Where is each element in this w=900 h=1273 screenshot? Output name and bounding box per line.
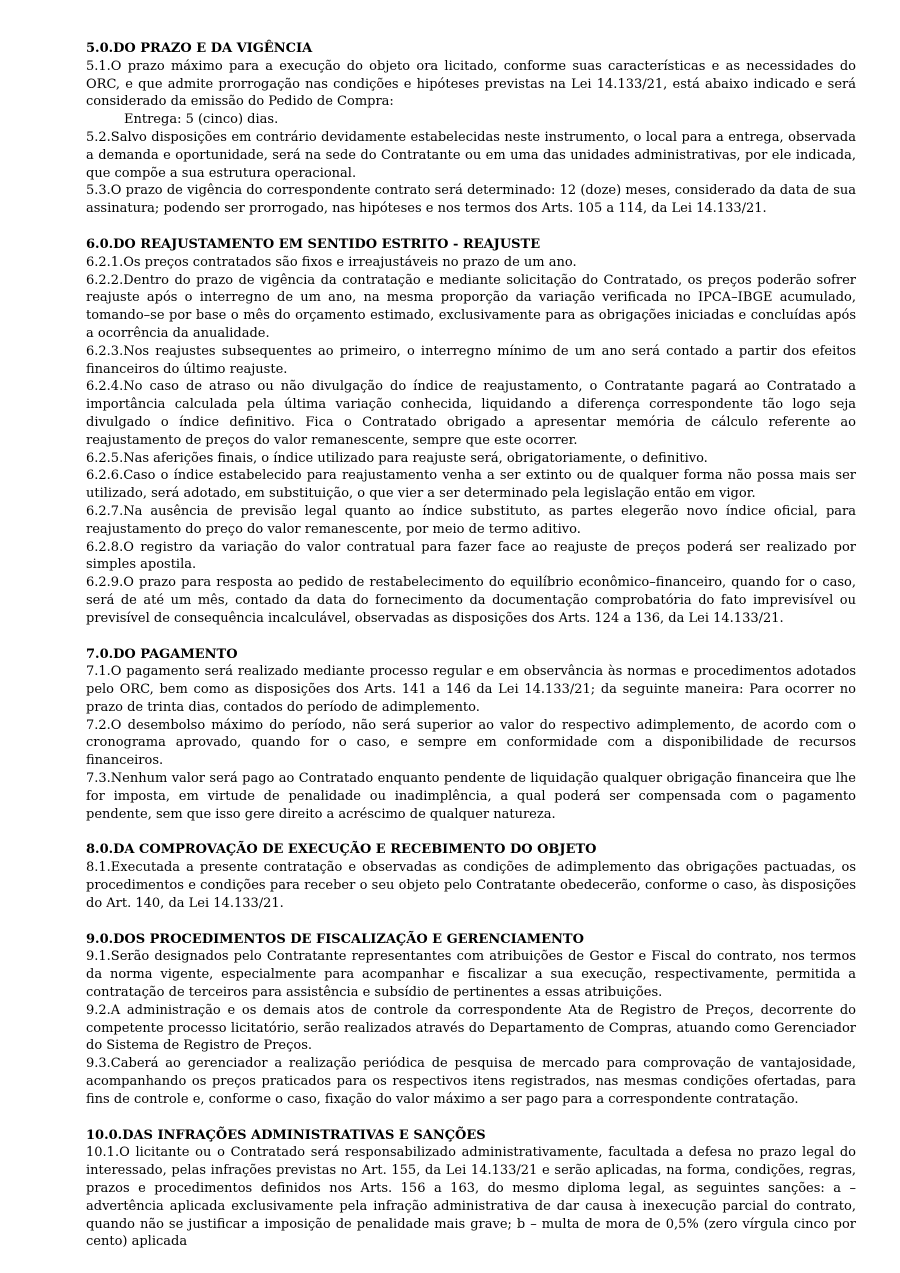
clause-6-2-4: 6.2.4.No caso de atraso ou não divulgação do índice de reajustamento, o Contratante pagará ao Contratado a importância calculada pela última variação conhecida, liquidando a diferença correspondente tão logo seja divulgado o índice definitivo. Fica o Contratado obrigado a apresentar memória de cálculo referente ao reajustamento de preços do valor remanescente, sempre que este ocorrer. (86, 379, 856, 448)
clause-7-3: 7.3.Nenhum valor será pago ao Contratado enquanto pendente de liquidação qualquer obrigação financeira que lhe for imposta, em virtude de penalidade ou inadimplência, a qual poderá ser compensada com o pagamento pendente, sem que isso gere direito a acréscimo de qualquer natureza. (86, 771, 856, 822)
section-10-infracoes (86, 1127, 856, 1252)
clause-9-2: 9.2.A administração e os demais atos de controle da correspondente Ata de Registro de Preços, decorrente do competente processo licitatório, serão realizados através do Departamento de Compras, atuando como Gerenciador do Sistema de Registro de Preços. (86, 1002, 856, 1054)
clause-9-1: 9.1.Serão designados pelo Contratante representantes com atribuições de Gestor e Fiscal do contrato, nos termos da norma vigente, especialmente para acompanhar e fiscalizar a sua execução, respectivamente, permitida a contratação de terceiros para assistência e subsídio de pertinentes a essas atribuições. (86, 949, 856, 1001)
section-title: 7.0.DO PAGAMENTO (86, 646, 238, 662)
section-6-reajuste (86, 236, 856, 628)
section-7-pagamento (86, 646, 856, 824)
clause-7-2: 7.2.O desembolso máximo do período, não será superior ao valor do respectivo adimplemento, de acordo com o cronograma aprovado, quando for o caso, e sempre em conformidade com a disponibilidade de recursos financeiros. (86, 717, 856, 769)
clause-8-1: 8.1.Executada a presente contratação e observadas as condições de adimplemento das obrigações pactuadas, os procedimentos e condições para receber o seu objeto pelo Contratante obedecerão, conforme o caso, às disposições do Art. 140, da Lei 14.133/21. (86, 860, 856, 911)
clause-9-3: 9.3.Caberá ao gerenciador a realização periódica de pesquisa de mercado para comprovação de vantajosidade, acompanhando os preços praticados para os respectivos itens registrados, nas mesmas condições ofertadas, para fins de controle e, conforme o caso, fixação do valor máximo a ser pago para a correspondente contratação. (86, 1056, 856, 1107)
clause-5-3: 5.3.O prazo de vigência do correspondente contrato será determinado: 12 (doze) meses, considerado da data de sua assinatura; podendo ser prorrogado, nas hipóteses e nos termos dos Arts. 105 a 114, da Lei 14.133/21. (86, 183, 856, 217)
clause-6-2-2: 6.2.2.Dentro do prazo de vigência da contratação e mediante solicitação do Contratado, os preços poderão sofrer reajuste após o interregno de um ano, na mesma proporção da variação verificada no IPCA–IBGE acumulado, tomando–se por base o mês do orçamento estimado, exclusivamente para as obrigações iniciadas e concluídas após a ocorrência da anualidade. (86, 272, 856, 341)
section-title: 8.0.DA COMPROVAÇÃO DE EXECUÇÃO E RECEBIMENTO DO OBJETO (86, 842, 597, 858)
section-title: 9.0.DOS PROCEDIMENTOS DE FISCALIZAÇÃO E GERENCIAMENTO (86, 931, 584, 947)
clause-6-2-1: 6.2.1.Os preços contratados são fixos e irreajustáveis no prazo de um ano. (86, 254, 577, 270)
section-title: 6.0.DO REAJUSTAMENTO EM SENTIDO ESTRITO - REAJUSTE (86, 236, 541, 252)
clause-10-1: 10.1.O licitante ou o Contratado será responsabilizado administrativamente, facultada a defesa no prazo legal do interessado, pelas infrações previstas no Art. 155, da Lei 14.133/21 e serão aplicadas, na forma, condições, regras, prazos e procedimentos definidos nos Arts. 156 a 163, do mesmo diploma legal, as seguintes sanções: a – advertência aplicada exclusivamente pela infração administrativa de dar causa à inexecução parcial do contrato, quando não se justificar a imposição de penalidade mais grave; b – multa de mora de 0,5% (zero vírgula cinco por cento) aplicada (86, 1145, 856, 1250)
clause-6-2-5: 6.2.5.Nas aferições finais, o índice utilizado para reajuste será, obrigatoriamente, o definitivo. (86, 450, 708, 466)
clause-5-2: 5.2.Salvo disposições em contrário devidamente estabelecidas neste instrumento, o local para a entrega, observada a demanda e oportunidade, será na sede do Contratante ou em uma das unidades administrativas, por ele indicada, que compõe a sua estrutura operacional. (86, 129, 856, 181)
delivery-deadline: Entrega: 5 (cinco) dias. (124, 112, 279, 128)
clause-7-1: 7.1.O pagamento será realizado mediante processo regular e em observância às normas e procedimentos adotados pelo ORC, bem como as disposições dos Arts. 141 a 146 da Lei 14.133/21; da seguinte maneira: Para ocorrer no prazo de trinta dias, contados do período de adimplemento. (86, 664, 856, 715)
section-5-prazo-vigencia (86, 40, 856, 218)
clause-6-2-9: 6.2.9.O prazo para resposta ao pedido de restabelecimento do equilíbrio econômico–financeiro, quando for o caso, será de até um mês, contado da data do fornecimento da documentação comprobatória do fato imprevisível ou previsível de consequência incalculável, observadas as disposições dos Arts. 124 a 136, da Lei 14.133/21. (86, 575, 856, 626)
clause-6-2-3: 6.2.3.Nos reajustes subsequentes ao primeiro, o interregno mínimo de um ano será contado a partir dos efeitos financeiros do último reajuste. (86, 343, 856, 377)
clause-6-2-8: 6.2.8.O registro da variação do valor contratual para fazer face ao reajuste de preços poderá ser realizado por simples apostila. (86, 539, 856, 573)
section-9-fiscalizacao (86, 931, 856, 1109)
section-title: 10.0.DAS INFRAÇÕES ADMINISTRATIVAS E SANÇÕES (86, 1127, 486, 1143)
section-8-comprovacao (86, 841, 856, 912)
clause-5-1: 5.1.O prazo máximo para a execução do objeto ora licitado, conforme suas características e as necessidades do ORC, e que admite prorrogação nas condições e hipóteses previstas na Lei 14.133/21, está abaixo indicado e será considerado da emissão do Pedido de Compra: (86, 58, 856, 110)
clause-6-2-7: 6.2.7.Na ausência de previsão legal quanto ao índice substituto, as partes elegerão novo índice oficial, para reajustamento do preço do valor remanescente, por meio de termo aditivo. (86, 503, 856, 537)
clause-6-2-6: 6.2.6.Caso o índice estabelecido para reajustamento venha a ser extinto ou de qualquer forma não possa mais ser utilizado, será adotado, em substituição, o que vier a ser determinado pela legislação então em vigor. (86, 468, 856, 502)
section-title: 5.0.DO PRAZO E DA VIGÊNCIA (86, 41, 313, 56)
